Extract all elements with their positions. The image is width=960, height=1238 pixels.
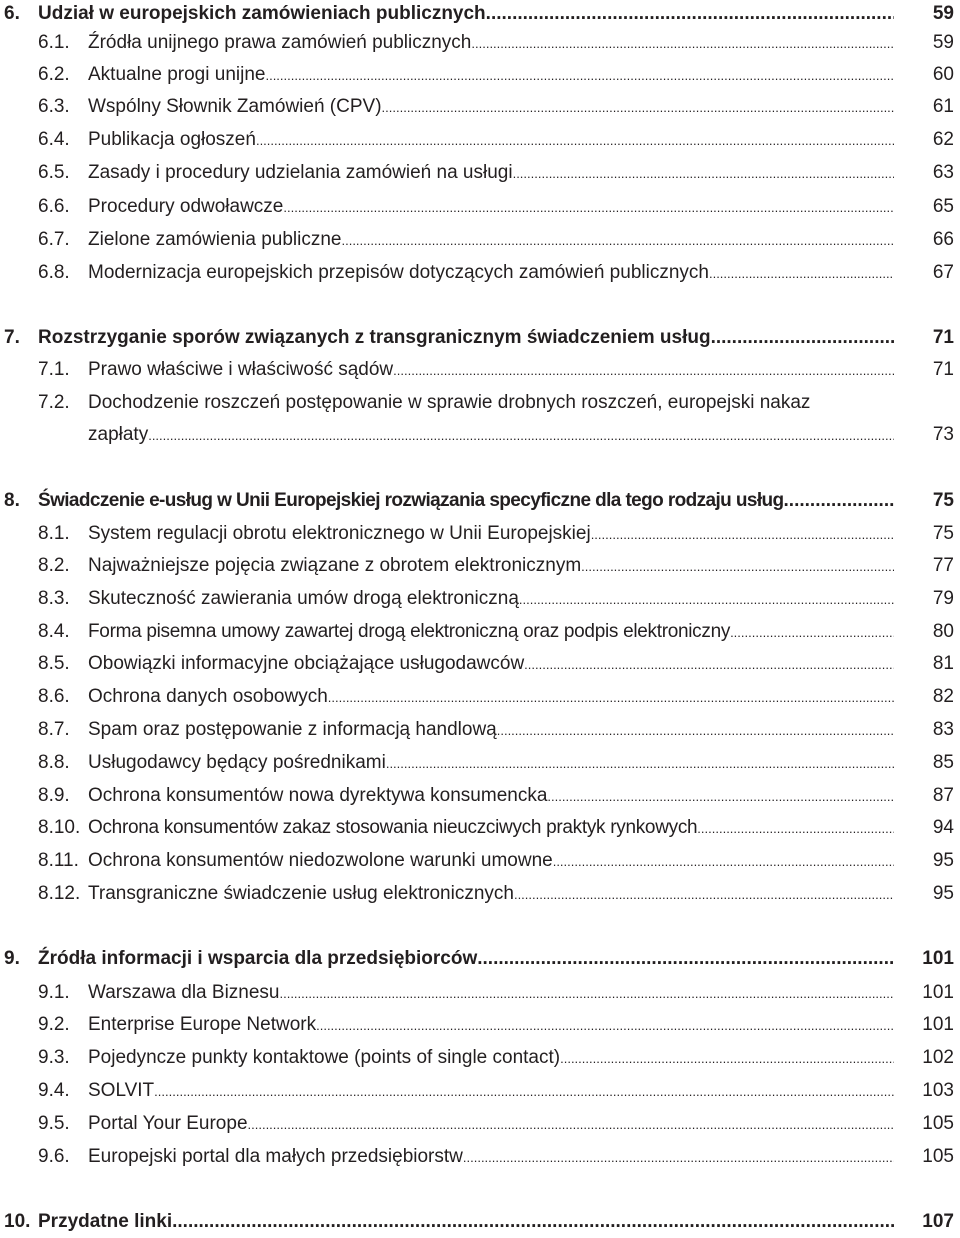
toc-page-number: 75: [932, 523, 954, 544]
toc-entry[interactable]: [0, 878, 960, 910]
toc-page-number: 101: [922, 982, 954, 1003]
toc-page-number: 77: [932, 555, 954, 576]
toc-number: 8.9.: [38, 785, 70, 806]
toc-page-number: 87: [932, 785, 954, 806]
toc-page-number: 105: [922, 1146, 954, 1167]
toc-entry[interactable]: [0, 224, 960, 256]
toc-entry[interactable]: [0, 354, 960, 386]
toc-page-number: 95: [932, 883, 954, 904]
toc-number: 8.12.: [38, 883, 81, 904]
toc-leader: [279, 978, 894, 1010]
toc-leader: [524, 649, 894, 681]
toc-leader: [514, 879, 894, 911]
toc-leader: [328, 682, 894, 714]
toc-page-number: 73: [932, 424, 954, 445]
toc-title: Procedury odwoławcze: [88, 196, 284, 217]
toc-entry[interactable]: [0, 1108, 960, 1140]
toc-entry[interactable]: [0, 550, 960, 582]
toc-leader: [486, 0, 894, 30]
toc-leader: [560, 1043, 894, 1075]
toc-entry[interactable]: [0, 648, 960, 680]
toc-number: 6.8.: [38, 262, 70, 283]
toc-page-number: 80: [932, 621, 954, 642]
toc-entry[interactable]: [0, 681, 960, 713]
toc-number: 8.3.: [38, 588, 70, 609]
toc-page-number: 66: [932, 229, 954, 250]
toc-number: 6.7.: [38, 229, 70, 250]
toc-title-wrap: [88, 1075, 894, 1108]
toc-page-number: 59: [932, 3, 954, 24]
toc-entry[interactable]: [0, 1075, 960, 1107]
toc-leader: [386, 748, 894, 780]
toc-entry[interactable]: [0, 387, 960, 451]
toc-page-number: 83: [932, 719, 954, 740]
toc-title-wrap: [88, 518, 894, 551]
toc-title: Enterprise Europe Network: [88, 1014, 317, 1035]
toc-title: Udział w europejskich zamówieniach publicznych: [38, 3, 486, 24]
toc-number: 10.: [4, 1211, 31, 1232]
toc-title-wrap: [88, 191, 894, 224]
toc-title-wrap: [88, 648, 894, 681]
toc-title: zapłaty: [88, 424, 149, 445]
toc-title: Przydatne linki: [38, 1211, 173, 1232]
toc-title-wrap: [88, 257, 894, 290]
toc-section-6[interactable]: [0, 0, 960, 30]
toc-title: Pojedyncze punkty kontaktowe (points of single contact): [88, 1047, 561, 1068]
toc-title-wrap: [88, 977, 894, 1010]
toc-number: 9.6.: [38, 1146, 70, 1167]
toc-leader: [471, 28, 894, 60]
toc-entry[interactable]: [0, 124, 960, 156]
toc-number: 8.2.: [38, 555, 70, 576]
toc-title-wrap: [88, 224, 894, 257]
toc-page-number: 101: [922, 948, 954, 969]
toc-entry[interactable]: [0, 1141, 960, 1173]
toc-page-number: 102: [922, 1047, 954, 1068]
toc-title-wrap: [88, 878, 894, 911]
toc-section-8[interactable]: [0, 485, 960, 517]
toc-entry[interactable]: [0, 616, 960, 648]
toc-title-wrap: [88, 583, 894, 616]
toc-page-number: 61: [932, 96, 954, 117]
toc-page-number: 107: [922, 1211, 954, 1232]
toc-leader: [393, 355, 894, 387]
toc-title: Zielone zamówienia publiczne: [88, 229, 342, 250]
toc-leader: [154, 1076, 894, 1108]
toc-number: 8.4.: [38, 621, 70, 642]
toc-number: 8.8.: [38, 752, 70, 773]
toc-title-wrap: [88, 1141, 894, 1174]
toc-leader: [519, 584, 894, 616]
toc-title: Zasady i procedury udzielania zamówień na usługi: [88, 162, 513, 183]
toc-leader: [784, 485, 894, 517]
toc-title: System regulacji obrotu elektronicznego w Unii Europejskiej: [88, 523, 591, 544]
toc-entry[interactable]: [0, 59, 960, 91]
toc-page-number: 101: [922, 1014, 954, 1035]
toc-title-wrap: [38, 1206, 894, 1238]
toc-title-wrap: [38, 322, 894, 354]
toc-title: Ochrona konsumentów zakaz stosowania nieuczciwych praktyk rynkowych: [88, 817, 698, 838]
toc-title: Transgraniczne świadczenie usług elektronicznych: [88, 883, 514, 904]
toc-entry[interactable]: [0, 977, 960, 1009]
toc-title-wrap: [88, 419, 894, 452]
toc-title-wrap: [88, 157, 894, 190]
toc-page-number: 60: [932, 64, 954, 85]
toc-title-wrap: [88, 812, 894, 845]
toc-leader: [283, 192, 894, 224]
toc-section-10[interactable]: [0, 1206, 960, 1238]
toc-title-wrap: [88, 1042, 894, 1075]
toc-page-number: 71: [932, 359, 954, 380]
toc-entry[interactable]: [0, 812, 960, 844]
toc-entry[interactable]: [0, 91, 960, 123]
toc-page-number: 62: [932, 129, 954, 150]
toc-number: 6.4.: [38, 129, 70, 150]
toc-number: 8.7.: [38, 719, 70, 740]
toc-title: Ochrona konsumentów nowa dyrektywa konsumencka: [88, 785, 548, 806]
toc-leader: [256, 125, 894, 157]
toc-entry[interactable]: [0, 157, 960, 189]
toc-entry[interactable]: [0, 714, 960, 746]
toc-title: Forma pisemna umowy zawartej drogą elektroniczną oraz podpis elektroniczny: [88, 621, 731, 642]
toc-number: 9.: [4, 948, 20, 969]
toc-title: Spam oraz postępowanie z informacją handlową: [88, 719, 497, 740]
toc-title: Usługodawcy będący pośrednikami: [88, 752, 386, 773]
toc-entry[interactable]: [0, 747, 960, 779]
toc-entry[interactable]: [0, 191, 960, 223]
toc-number: 7.: [4, 327, 20, 348]
toc-title-wrap: [88, 59, 894, 92]
toc-section-9[interactable]: [0, 943, 960, 975]
toc-title: Aktualne progi unijne: [88, 64, 266, 85]
toc-number: 9.1.: [38, 982, 70, 1003]
toc-leader: [248, 1109, 894, 1141]
toc-title: Najważniejsze pojęcia związane z obrotem elektronicznym: [88, 555, 582, 576]
toc-title-line1: Dochodzenie roszczeń postępowanie w sprawie drobnych roszczeń, europejski nakaz: [88, 392, 811, 413]
toc-leader: [730, 617, 894, 649]
toc-entry[interactable]: [0, 780, 960, 812]
toc-title-wrap: [88, 550, 894, 583]
toc-page-number: 81: [932, 653, 954, 674]
toc-number: 6.6.: [38, 196, 70, 217]
toc-leader: [553, 846, 894, 878]
toc-title: Źródła informacji i wsparcia dla przedsiębiorców: [38, 948, 478, 969]
toc-title-wrap: [88, 780, 894, 813]
toc-title-wrap: [88, 747, 894, 780]
toc-title-wrap: [38, 943, 894, 975]
toc-page-number: 85: [932, 752, 954, 773]
toc-leader: [497, 715, 894, 747]
toc-entry[interactable]: [0, 583, 960, 615]
toc-title: Prawo właściwe i właściwość sądów: [88, 359, 394, 380]
toc-title-wrap: [38, 0, 894, 30]
toc-title: Publikacja ogłoszeń: [88, 129, 256, 150]
toc-page-number: 59: [932, 32, 954, 53]
toc-page-number: 94: [932, 817, 954, 838]
toc-number: 8.11.: [38, 850, 79, 871]
toc-title-wrap: [88, 124, 894, 157]
toc-leader: [513, 158, 894, 190]
toc-number: 6.2.: [38, 64, 70, 85]
toc-title-wrap: [88, 91, 894, 124]
toc-leader: [463, 1142, 894, 1174]
toc-page-number: 103: [922, 1080, 954, 1101]
toc-number: 8.: [4, 490, 20, 511]
toc-leader: [316, 1010, 894, 1042]
toc-title: Ochrona konsumentów niedozwolone warunki umowne: [88, 850, 553, 871]
toc-number: 9.5.: [38, 1113, 70, 1134]
toc-number: 9.2.: [38, 1014, 70, 1035]
toc-title: Modernizacja europejskich przepisów dotyczących zamówień publicznych: [88, 262, 709, 283]
toc-number: 6.3.: [38, 96, 70, 117]
toc-leader: [148, 420, 894, 452]
toc-entry[interactable]: [0, 1042, 960, 1074]
toc-page-number: 75: [932, 490, 954, 511]
toc-title-wrap: [88, 845, 894, 878]
toc-number: 6.: [4, 3, 20, 24]
toc-number: 7.1.: [38, 359, 70, 380]
toc-title: Obowiązki informacyjne obciążające usługodawców: [88, 653, 525, 674]
toc-title: Warszawa dla Biznesu: [88, 982, 280, 1003]
toc-number: 6.5.: [38, 162, 70, 183]
toc-leader: [172, 1206, 894, 1238]
toc-title-wrap: [88, 681, 894, 714]
toc-number: 8.10.: [38, 817, 81, 838]
toc-leader: [591, 519, 894, 551]
toc-number: 8.5.: [38, 653, 70, 674]
toc-title-wrap: [88, 27, 894, 60]
toc-entry[interactable]: [0, 1009, 960, 1041]
toc-leader: [265, 60, 894, 92]
toc-entry[interactable]: [0, 27, 960, 59]
toc-title-wrap: [38, 485, 894, 517]
toc-title: Skuteczność zawierania umów drogą elektroniczną: [88, 588, 519, 609]
toc-entry[interactable]: [0, 518, 960, 550]
toc-page-number: 67: [932, 262, 954, 283]
toc-number: 7.2.: [38, 392, 70, 413]
toc-title: SOLVIT: [88, 1080, 155, 1101]
toc-title: Wspólny Słownik Zamówień (CPV): [88, 96, 382, 117]
toc-page-number: 63: [932, 162, 954, 183]
toc-leader: [697, 813, 894, 845]
toc-page-number: 105: [922, 1113, 954, 1134]
toc-page-number: 79: [932, 588, 954, 609]
toc-page-number: 95: [932, 850, 954, 871]
toc-title: Portal Your Europe: [88, 1113, 248, 1134]
toc-title-wrap: [88, 1108, 894, 1141]
toc-title-wrap: [88, 714, 894, 747]
toc-number: 8.6.: [38, 686, 70, 707]
toc-section-7[interactable]: [0, 322, 960, 354]
toc-title: Ochrona danych osobowych: [88, 686, 328, 707]
toc-title-wrap: [88, 1009, 894, 1042]
toc-title: Europejski portal dla małych przedsiębiorstw: [88, 1146, 463, 1167]
toc-title-wrap: [88, 616, 894, 649]
toc-leader: [581, 551, 894, 583]
toc-leader: [711, 322, 894, 354]
toc-number: 9.4.: [38, 1080, 70, 1101]
toc-title: Źródła unijnego prawa zamówień publicznych: [88, 32, 472, 53]
toc-leader: [709, 258, 894, 290]
toc-title: Rozstrzyganie sporów związanych z transgranicznym świadczeniem usług: [38, 327, 711, 348]
toc-leader: [547, 781, 894, 813]
toc-leader: [382, 92, 894, 124]
toc-number: 9.3.: [38, 1047, 70, 1068]
toc-leader: [341, 225, 894, 257]
toc-page-number: 71: [932, 327, 954, 348]
toc-title-wrap: [88, 354, 894, 387]
toc-entry[interactable]: [0, 845, 960, 877]
toc-page-number: 82: [932, 686, 954, 707]
toc-page-number: 65: [932, 196, 954, 217]
toc-leader: [477, 943, 894, 975]
toc-number: 8.1.: [38, 523, 70, 544]
toc-title: Świadczenie e-usług w Unii Europejskiej rozwiązania specyficzne dla tego rodzaju usług: [38, 490, 784, 511]
toc-entry[interactable]: [0, 257, 960, 289]
toc-number: 6.1.: [38, 32, 70, 53]
